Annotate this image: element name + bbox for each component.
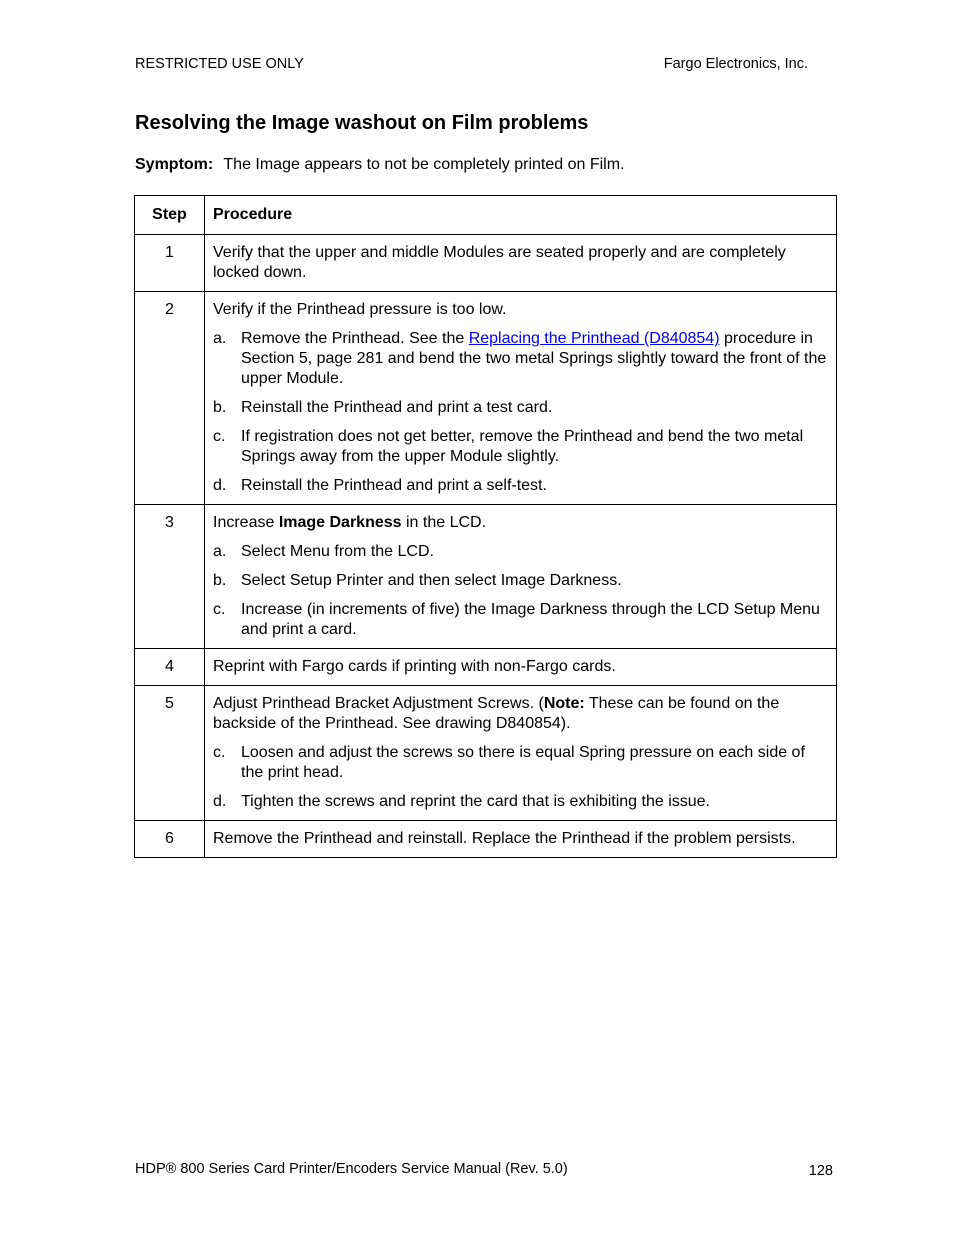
substep-text: Loosen and adjust the screws so there is equal Spring pressure on each side of the print head. xyxy=(241,744,805,781)
header-procedure: Procedure xyxy=(205,196,837,235)
table-row xyxy=(135,649,837,686)
procedure-text: Reprint with Fargo cards if printing with non-Fargo cards. xyxy=(213,658,616,675)
substep xyxy=(213,792,828,812)
procedure-cell xyxy=(205,821,837,858)
substep-letter: d. xyxy=(213,477,227,494)
substep-text: Reinstall the Printhead and print a test card. xyxy=(241,399,553,416)
procedure-cell xyxy=(205,292,837,505)
symptom-label: Symptom: xyxy=(135,156,214,173)
step-number: 4 xyxy=(135,649,205,686)
footer-title: HDP® 800 Series Card Printer/Encoders Service Manual (Rev. 5.0) xyxy=(135,1161,568,1177)
procedure-cell xyxy=(205,686,837,821)
table-row xyxy=(135,292,837,505)
procedure-cell xyxy=(205,649,837,686)
procedure-table xyxy=(134,195,837,858)
substep-letter: c. xyxy=(213,428,226,445)
page-title: Resolving the Image washout on Film problems xyxy=(135,112,589,134)
substep-letter: a. xyxy=(213,330,227,347)
procedure-text xyxy=(213,513,828,533)
table-row xyxy=(135,821,837,858)
substep-letter: a. xyxy=(213,543,227,560)
procedure-text-bold: Image Darkness xyxy=(278,514,402,531)
procedure-text xyxy=(213,694,828,734)
substep-text: Select Menu from the LCD. xyxy=(241,543,434,560)
procedure-text-pre: Increase xyxy=(213,514,279,531)
substep-text: Reinstall the Printhead and print a self-test. xyxy=(241,477,547,494)
procedure-text-bold: Note: xyxy=(543,695,585,712)
substep xyxy=(213,743,828,783)
replacing-printhead-link[interactable]: Replacing the Printhead (D840854) xyxy=(468,330,720,347)
substep-letter: d. xyxy=(213,793,227,810)
step-number: 3 xyxy=(135,505,205,649)
procedure-text-pre: Adjust Printhead Bracket Adjustment Screws. ( xyxy=(213,695,544,712)
procedure-text: Remove the Printhead and reinstall. Replace the Printhead if the problem persists. xyxy=(213,830,796,847)
substep-text-post: procedure in Section 5, page 281 and bend the two metal Springs slightly toward the front of the upper Module. xyxy=(241,330,827,387)
substep xyxy=(213,476,828,496)
procedure-text-post: in the LCD. xyxy=(401,514,487,531)
substep-letter: b. xyxy=(213,399,227,416)
substep-letter: c. xyxy=(213,601,226,618)
header-right: Fargo Electronics, Inc. xyxy=(663,56,808,72)
substep xyxy=(213,600,828,640)
procedure-text: Verify that the upper and middle Modules are seated properly and are completely locked down. xyxy=(213,244,786,281)
table-row xyxy=(135,686,837,821)
symptom-line xyxy=(135,156,625,174)
table-row xyxy=(135,505,837,649)
procedure-cell xyxy=(205,235,837,292)
symptom-text: The Image appears to not be completely printed on Film. xyxy=(223,156,625,173)
substep-text-pre: Remove the Printhead. See the xyxy=(241,330,469,347)
substep xyxy=(213,427,828,467)
substep-text: Tighten the screws and reprint the card that is exhibiting the issue. xyxy=(241,793,710,810)
step-number: 5 xyxy=(135,686,205,821)
procedure-text: Verify if the Printhead pressure is too low. xyxy=(213,301,507,318)
step-number: 1 xyxy=(135,235,205,292)
procedure-text-post: These can be found on the backside of the Printhead. See drawing D840854). xyxy=(213,695,780,732)
substep xyxy=(213,329,828,389)
step-number: 6 xyxy=(135,821,205,858)
procedure-cell xyxy=(205,505,837,649)
substep-text: If registration does not get better, remove the Printhead and bend the two metal Springs away from the upper Module slightly. xyxy=(241,428,804,465)
page-number: 128 xyxy=(808,1163,833,1179)
table-row xyxy=(135,235,837,292)
substep-text: Increase (in increments of five) the Image Darkness through the LCD Setup Menu and print a card. xyxy=(241,601,820,638)
substep-text xyxy=(241,329,828,389)
substep-letter: c. xyxy=(213,744,226,761)
substep xyxy=(213,571,828,591)
table-header-row xyxy=(135,196,837,235)
step-number: 2 xyxy=(135,292,205,505)
substep-letter: b. xyxy=(213,572,227,589)
substep-text: Select Setup Printer and then select Image Darkness. xyxy=(241,572,622,589)
substep xyxy=(213,542,828,562)
substep xyxy=(213,398,828,418)
header-left: RESTRICTED USE ONLY xyxy=(135,56,304,72)
header-step: Step xyxy=(135,196,205,235)
